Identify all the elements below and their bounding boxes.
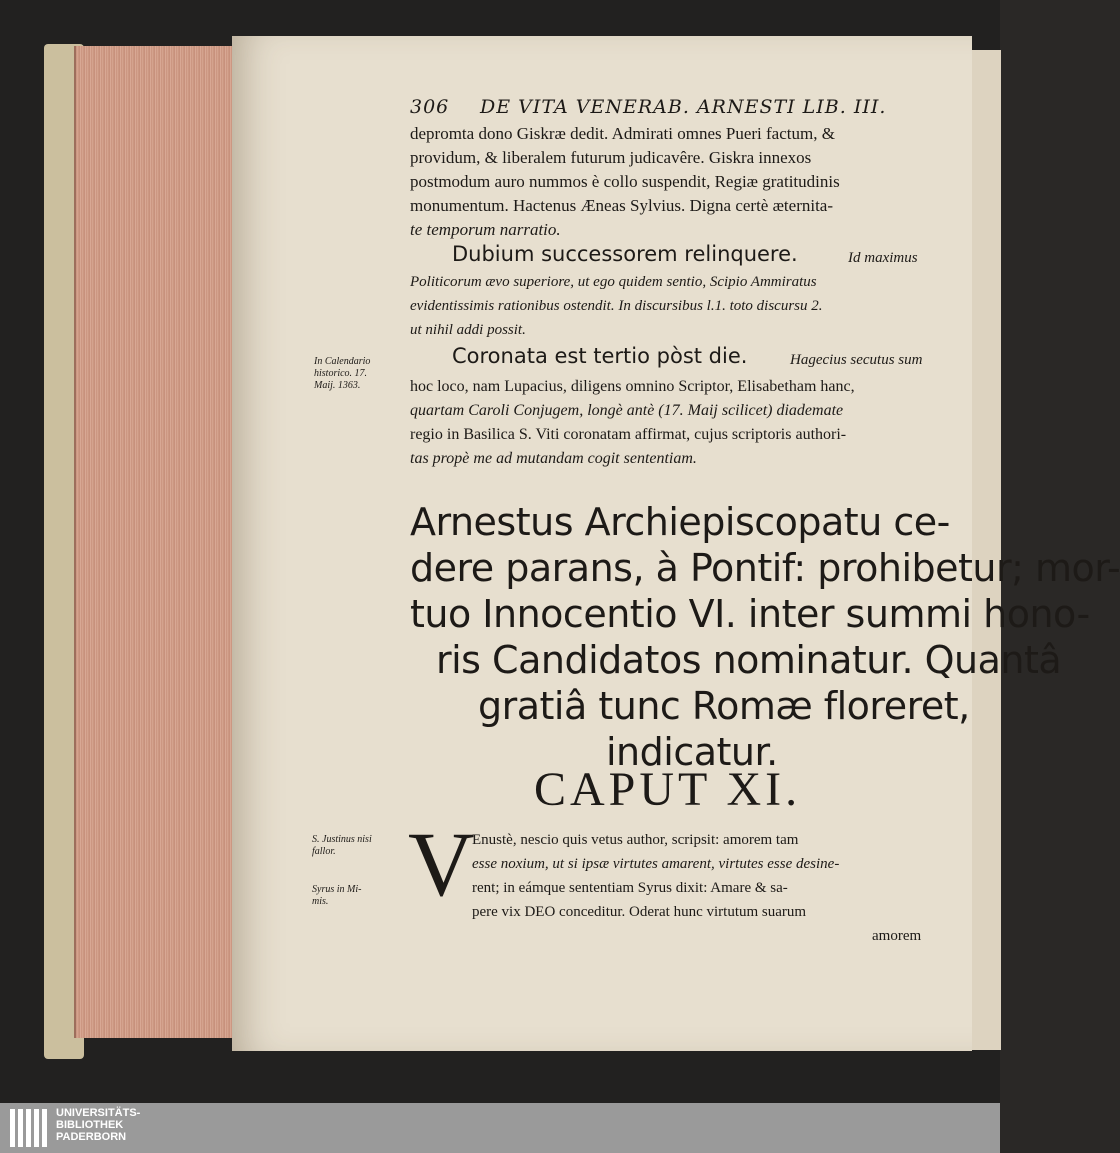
body-line: evidentissimis rationibus ostendit. In discursibus l.1. toto discursu 2. [410, 298, 823, 314]
body-line: te temporum narratio. [410, 220, 561, 239]
body-line: esse noxium, ut si ipsæ virtutes amarent, virtutes esse desine- [472, 856, 840, 872]
page-edges [74, 46, 256, 1038]
library-footer [0, 1103, 1000, 1153]
margin-note: In Calendario historico. 17. Maij. 1363. [314, 356, 371, 391]
running-title: DE VITA VENERAB. ARNESTI LIB. III. [480, 96, 887, 118]
chapter-title-line: gratiâ tunc Romæ floreret, [478, 684, 970, 728]
body-line: Politicorum ævo superiore, ut ego quidem sentio, Scipio Ammiratus [410, 274, 817, 290]
body-line: providum, & liberalem futurum judicavêre. Giskra innexos [410, 148, 812, 167]
body-line: Hagecius secutus sum [790, 352, 923, 368]
body-line: Enustè, nescio quis vetus author, scripsit: amorem tam [472, 832, 799, 848]
chapter-title-line: Arnestus Archiepiscopatu ce- [410, 500, 950, 544]
caput-heading: CAPUT XI. [534, 763, 802, 816]
library-logo-text: UNIVERSITÄTS- BIBLIOTHEK PADERBORN [56, 1107, 141, 1143]
body-line: postmodum auro nummos è collo suspendit, Regiæ gratitudinis [410, 172, 840, 191]
chapter-title-line: indicatur. [606, 730, 778, 774]
body-line: pere vix DEO conceditur. Oderat hunc virtutum suarum [472, 904, 807, 920]
chapter-title-line: ris Candidatos nominatur. Quantâ [436, 638, 1062, 682]
body-line: regio in Basilica S. Viti coronatam affirmat, cujus scriptoris authori- [410, 426, 847, 443]
body-line: quartam Caroli Conjugem, longè antè (17. Maij scilicet) diademate [410, 402, 844, 419]
page-number: 306 [410, 96, 450, 118]
margin-note: S. Justinus nisi fallor. [312, 834, 372, 857]
margin-note: Syrus in Mi- mis. [312, 884, 362, 907]
body-line: ut nihil addi possit. [410, 322, 526, 338]
body-line: hoc loco, nam Lupacius, diligens omnino Scriptor, Elisabetham hanc, [410, 378, 855, 395]
body-line: tas propè me ad mutandam cogit sententiam. [410, 450, 697, 467]
body-line: rent; in eámque sententiam Syrus dixit: Amare & sa- [472, 880, 788, 896]
body-line: depromta dono Giskræ dedit. Admirati omnes Pueri factum, & [410, 124, 835, 143]
chapter-title-line: dere parans, à Pontif: prohibetur; mor- [410, 546, 1120, 590]
body-line: Id maximus [848, 250, 918, 266]
section-heading: Coronata est tertio pòst die. [452, 344, 748, 368]
catchword: amorem [872, 928, 922, 944]
drop-cap: V [408, 813, 475, 915]
body-line: monumentum. Hactenus Æneas Sylvius. Digna certè æternita- [410, 196, 834, 215]
library-logo-icon [10, 1109, 50, 1147]
chapter-title-line: tuo Innocentio VI. inter summi hono- [410, 592, 1090, 636]
section-heading: Dubium successorem relinquere. [452, 242, 798, 266]
